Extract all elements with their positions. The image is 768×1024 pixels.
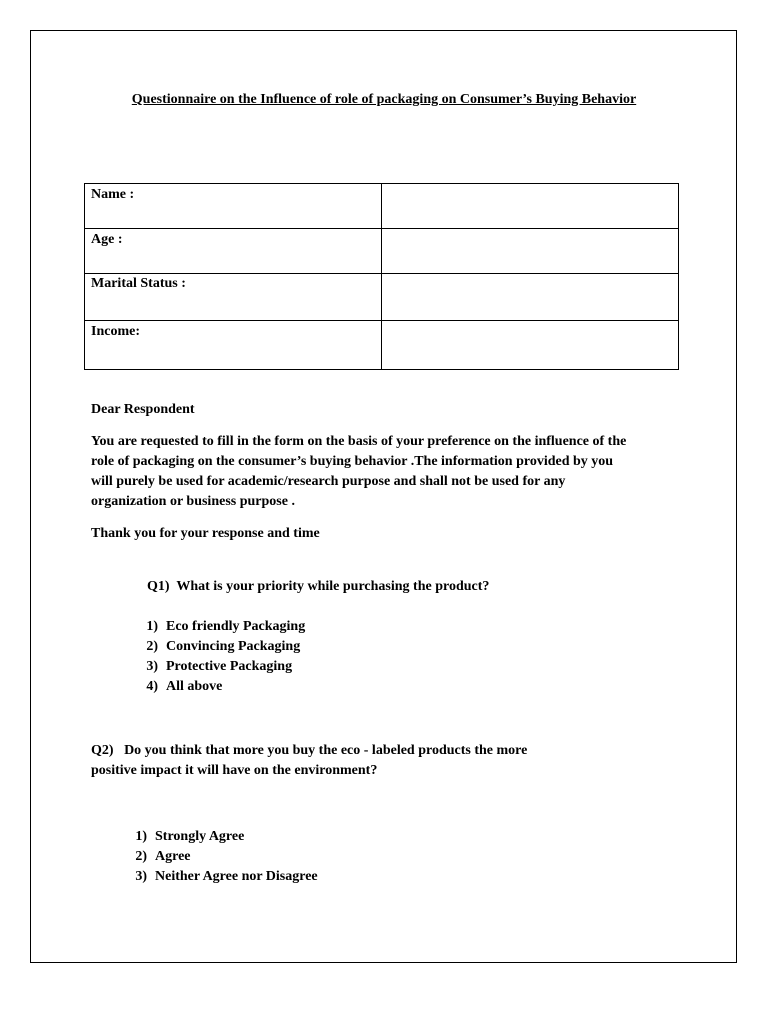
name-field[interactable] (382, 184, 679, 229)
list-item[interactable] (125, 847, 318, 867)
intro-line: role of packaging on the consumer’s buying behavior .The information provided by you (91, 454, 614, 469)
income-label: Income: (85, 321, 382, 370)
option-label: Neither Agree nor Disagree (155, 869, 318, 884)
age-label: Age : (85, 229, 382, 274)
option-label: Strongly Agree (155, 829, 245, 844)
question-text: What is your priority while purchasing the product? (176, 579, 490, 594)
option-number: 2) (135, 849, 147, 864)
marital-status-label: Marital Status : (85, 274, 382, 321)
option-number: 4) (146, 679, 158, 694)
marital-status-field[interactable] (382, 274, 679, 321)
table-row (85, 274, 679, 321)
option-label: Eco friendly Packaging (166, 619, 306, 634)
question-1-options (136, 617, 305, 697)
respondent-info-table (84, 183, 679, 370)
age-field[interactable] (382, 229, 679, 274)
question-2-options (125, 827, 318, 887)
intro-line: will purely be used for academic/research purpose and shall not be used for any (91, 474, 566, 489)
table-row (85, 184, 679, 229)
intro-paragraph (91, 432, 691, 512)
question-line: positive impact it will have on the environment? (91, 763, 378, 778)
question-number: Q1) (147, 579, 170, 594)
question-number: Q2) (91, 743, 114, 758)
question-line (91, 741, 591, 761)
thanks-text: Thank you for your response and time (91, 526, 320, 541)
option-number: 1) (146, 619, 158, 634)
intro-line: You are requested to fill in the form on the basis of your preference on the influence of the (91, 434, 627, 449)
intro-line: organization or business purpose . (91, 494, 295, 509)
list-item[interactable] (136, 677, 305, 697)
table-row (85, 229, 679, 274)
option-number: 1) (135, 829, 147, 844)
income-field[interactable] (382, 321, 679, 370)
option-label: Agree (155, 849, 191, 864)
question-2 (91, 741, 591, 781)
option-label: Convincing Packaging (166, 639, 301, 654)
list-item[interactable] (136, 617, 305, 637)
list-item[interactable] (125, 827, 318, 847)
list-item[interactable] (136, 657, 305, 677)
list-item[interactable] (125, 867, 318, 887)
table-row (85, 321, 679, 370)
option-label: Protective Packaging (166, 659, 293, 674)
question-text: Do you think that more you buy the eco - labeled products the more (124, 743, 528, 758)
list-item[interactable] (136, 637, 305, 657)
option-number: 3) (146, 659, 158, 674)
option-number: 3) (135, 869, 147, 884)
document-title: Questionnaire on the Influence of role of packaging on Consumer’s Buying Behavior (131, 92, 637, 107)
question-1 (147, 577, 489, 597)
option-label: All above (166, 679, 223, 694)
name-label: Name : (85, 184, 382, 229)
option-number: 2) (146, 639, 158, 654)
greeting: Dear Respondent (91, 402, 195, 417)
